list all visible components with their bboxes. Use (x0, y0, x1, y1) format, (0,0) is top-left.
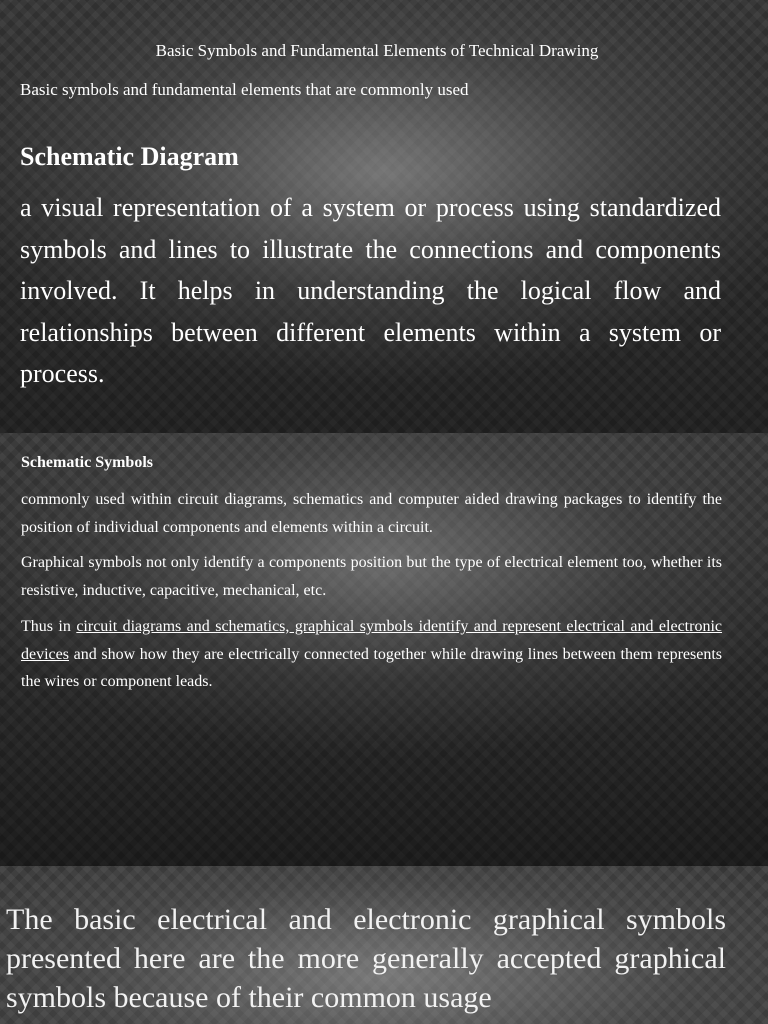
graphical-symbols-paragraph: The basic electrical and electronic graphical symbols presented here are the more generally accepted graphical symbols because of their common usage (6, 903, 726, 1014)
slide-title: Basic Symbols and Fundamental Elements of Technical Drawing (155, 41, 599, 60)
paragraph-identification: Graphical symbols not only identify a components position but the type of electrical element too, whether its resistive, inductive, capacitive, mechanical, etc. (21, 554, 722, 599)
paragraph-prefix: Thus in (21, 618, 77, 635)
paragraph-usage: commonly used within circuit diagrams, schematics and computer aided drawing packages to identify the position of individual components and elements within a circuit. (21, 491, 722, 536)
paragraph-suffix: and show how they are electrically connected together while drawing lines between them represents the wires or component leads. (21, 645, 722, 690)
section-heading-schematic-symbols: Schematic Symbols (21, 454, 153, 471)
definition-paragraph: a visual representation of a system or process using standardized symbols and lines to illustrate the connections and components involved. It helps in understanding the logical flow and relationships between different elements within a system or process. (20, 193, 721, 388)
paragraph-connections (21, 613, 722, 696)
slide-schematic-symbols (0, 433, 768, 866)
slide-subtitle: Basic symbols and fundamental elements that are commonly used (20, 80, 469, 99)
circuit-diagrams-link[interactable]: circuit diagrams and schematics, graphical symbols identify and represent electrical and electronic devices (21, 618, 723, 663)
slide-graphical-symbols (0, 866, 768, 1024)
section-heading-schematic-diagram: Schematic Diagram (20, 142, 239, 171)
slide-schematic-diagram (0, 0, 768, 433)
